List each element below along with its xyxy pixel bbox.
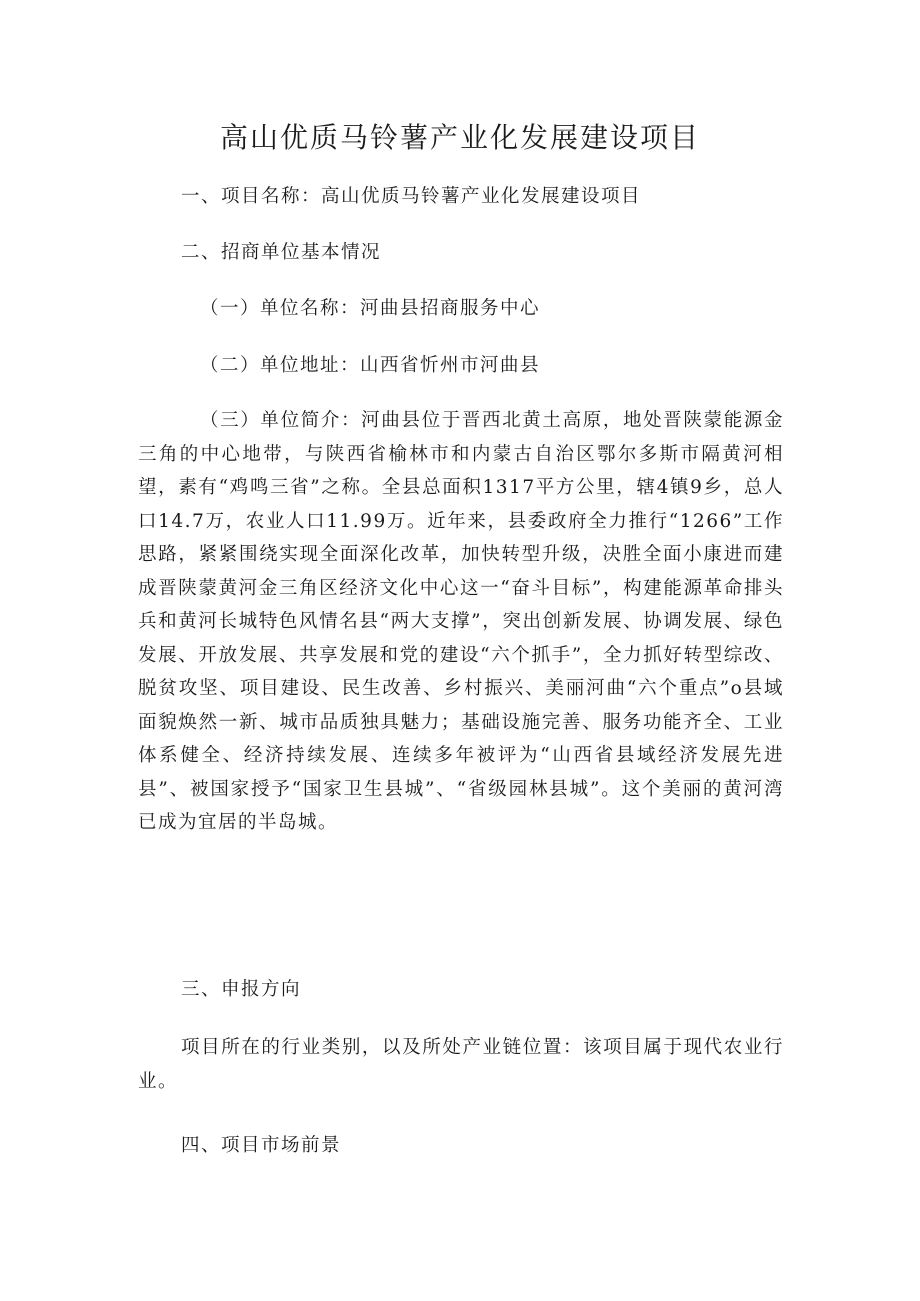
project-name-line: 一、项目名称：高山优质马铃薯产业化发展建设项目: [181, 186, 642, 207]
unit-info-heading: 二、招商单位基本情况: [181, 242, 382, 263]
unit-intro-paragraph: （三）单位简介：河曲县位于晋西北黄土高原，地处晋陕蒙能源金三角的中心地带，与陕西省榆林市和内蒙古自治区鄂尔多斯市隔黄河相望，素有“鸡鸣三省”之称。全县总面积1317平方公里，辖4镇9乡，总人口14.7万，农业人口11.99万。近年来，县委政府全力推行“1266”工作思路，紧紧围绕实现全面深化改革，加快转型升级，决胜全面小康进而建成晋陕蒙黄河金三角区经济文化中心这一“奋斗目标”，构建能源革命排头兵和黄河长城特色风情名县“两大支撑”，突出创新发展、协调发展、绿色发展、开放发展、共享发展和党的建设“六个抓手”，全力抓好转型综改、脱贫攻坚、项目建设、民生改善、乡村振兴、美丽河曲“六个重点”o县域面貌焕然一新、城市品质独具魅力；基础设施完善、服务功能齐全、工业体系健全、经济持续发展、连续多年被评为“山西省县域经济发展先进县”、被国家授予“国家卫生县城”、“省级园林县城”。这个美丽的黄河湾已成为宜居的半岛城。: [138, 410, 784, 833]
unit-address-line: （二）单位地址：山西省忻州市河曲县: [200, 355, 541, 376]
declaration-paragraph: 项目所在的行业类别，以及所处产业链位置：该项目属于现代农业行业。: [138, 1037, 784, 1092]
declaration-heading: 三、申报方向: [181, 979, 302, 1000]
unit-name-line: （一）单位名称：河曲县招商服务中心: [200, 298, 541, 319]
document-title: 高山优质马铃薯产业化发展建设项目: [219, 121, 700, 154]
market-heading: 四、项目市场前景: [181, 1135, 342, 1156]
